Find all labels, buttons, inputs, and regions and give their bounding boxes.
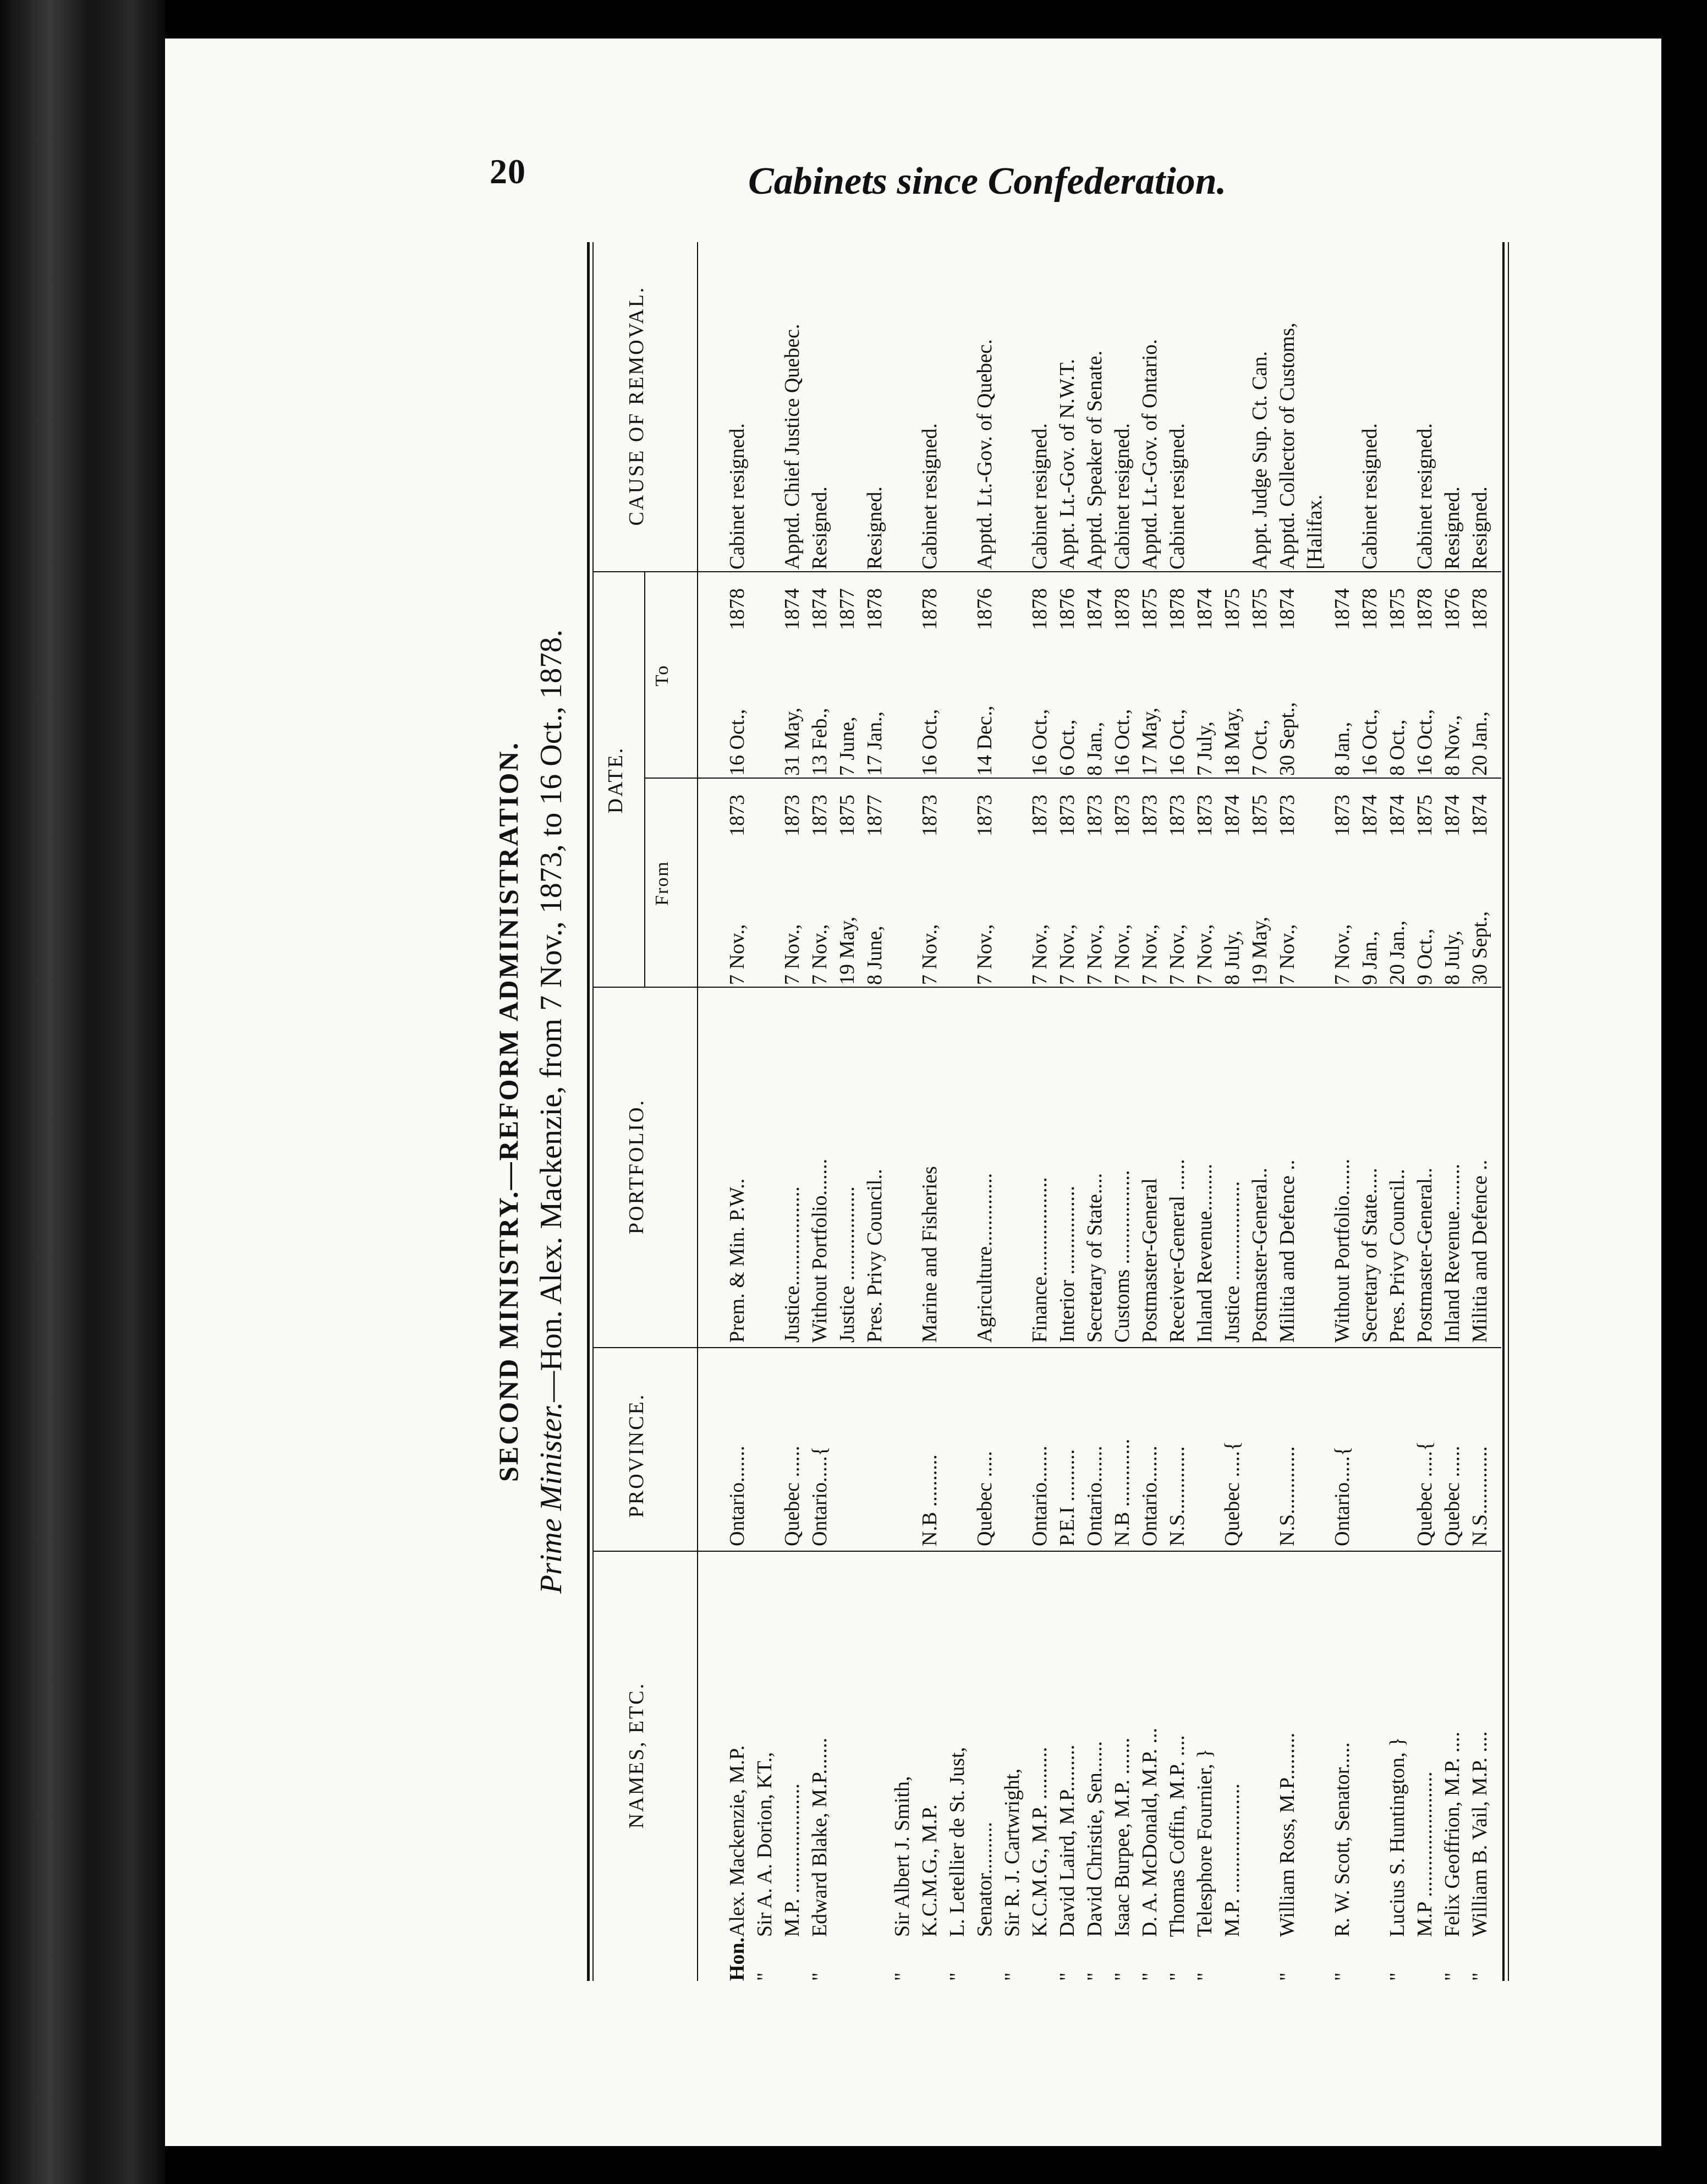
row-from-date: 8 July, [1441,930,1464,985]
row-portfolio: Postmaster-General [1138,1178,1161,1343]
row-to-date: 7 Oct., [1248,719,1271,776]
row-to-date: 7 June, [836,716,859,776]
row-name: Lucius S. Huntington, } [1386,1737,1409,1937]
row-to-year: 1876 [973,588,996,630]
row-prefix: Hon. [726,1937,749,1981]
row-from-year: 1873 [808,795,831,836]
table-row [943,242,971,1981]
row-from-date: 9 Jan., [1358,930,1381,985]
row-from-date: 20 Jan., [1386,920,1409,985]
row-province: P.E.I .......... [1056,1449,1079,1546]
row-prefix: " [1193,1972,1216,1981]
row-from-date: 19 May, [1248,916,1271,985]
row-cause: Resigned. [863,486,886,570]
row-from-year: 1873 [1276,795,1299,836]
row-from-date: 7 Nov., [1138,924,1161,985]
row-cause: Cabinet resigned. [1358,423,1381,570]
row-to-year: 1878 [1111,588,1134,630]
row-cause: Apptd. Chief Justice Quebec. [781,324,804,570]
row-prefix: " [946,1972,969,1981]
row-to-year: 1878 [918,588,941,630]
table-row [1136,242,1163,1981]
row-name: David Christie, Sen...... [1083,1741,1106,1937]
table-row [1108,242,1136,1981]
table-row [1081,242,1108,1981]
top-rule [587,242,590,1981]
row-to-date: 8 Jan., [1331,721,1354,776]
row-name: William Ross, M.P......... [1276,1732,1299,1937]
top-rule-thin [592,242,594,1981]
row-name: Isaac Burpee, M.P. ....... [1111,1738,1134,1937]
row-cause: Appt. Judge Sup. Ct. Can. [1248,351,1271,570]
row-cause: Cabinet resigned. [726,423,749,570]
row-prefix: " [891,1972,914,1981]
row-to-date: 16 Oct., [1413,709,1436,776]
row-portfolio: Inland Revenue......... [1441,1163,1464,1343]
row-prefix: " [808,1972,831,1981]
row-from-date: 7 Nov., [918,924,941,985]
table-row [833,242,861,1981]
row-from-year: 1873 [781,795,804,836]
table-row [1274,242,1301,1981]
row-prefix: " [1386,1972,1409,1981]
row-name: M.P. ..................... [781,1783,804,1937]
table-row [971,242,998,1981]
row-to-year: 1874 [1276,588,1299,630]
row-prefix: " [1441,1972,1464,1981]
table-row [888,242,916,1981]
row-province: Ontario....... [726,1446,749,1546]
row-cause: Cabinet resigned. [1413,423,1436,570]
row-to-date: 16 Oct., [918,709,941,776]
row-from-year: 1873 [726,795,749,836]
row-to-year: 1877 [836,588,859,630]
row-prefix: " [753,1972,776,1981]
row-province: N.S............. [1468,1446,1491,1546]
col-header-from: From [652,861,672,906]
row-name: Telesphore Fournier, } [1193,1748,1216,1937]
row-from-year: 1874 [1221,795,1244,836]
row-from-year: 1873 [1056,795,1079,836]
row-portfolio: Prem. & Min. P.W.. [726,1178,749,1343]
col-header-date: DATE. [604,746,627,814]
row-to-date: 18 May, [1221,707,1244,776]
col-header-cause: CAUSE OF REMOVAL. [625,286,648,526]
table-row [1191,242,1218,1981]
row-portfolio: Militia and Defence .. [1276,1159,1299,1343]
row-from-year: 1875 [1413,795,1436,836]
row-province: N.B ............. [1111,1438,1134,1546]
row-cause: Resigned. [1441,486,1464,570]
subheading-rest: —Hon. Alex. Mackenzie, from 7 Nov., 1873, to 16 Oct., 1878. [534,629,568,1402]
row-prefix: " [1166,1972,1189,1981]
row-province: Ontario.....{ [1331,1446,1354,1546]
header-rule [697,242,698,1981]
row-from-date: 7 Nov., [1083,924,1106,985]
row-portfolio: Inland Revenue......... [1193,1163,1216,1343]
table-row [1356,242,1384,1981]
col-header-province: PROVINCE. [625,1393,648,1518]
row-name: Sir Albert J. Smith, [891,1776,914,1937]
row-prefix: " [1111,1972,1134,1981]
row-portfolio: Justice ................... [1221,1181,1244,1343]
row-cause: Apptd. Lt.-Gov. of Ontario. [1138,339,1161,570]
row-name: Felix Geoffrion, M.P. .... [1441,1732,1464,1937]
row-to-date: 16 Oct., [1358,709,1381,776]
row-to-year: 1878 [726,588,749,630]
row-prefix: " [1083,1972,1106,1981]
col-header-to: To [652,664,672,687]
table-row [1026,242,1053,1981]
row-portfolio: Customs .................. [1111,1170,1134,1343]
row-from-year: 1875 [836,795,859,836]
col-header-portfolio: PORTFOLIO. [625,1098,648,1235]
row-from-year: 1874 [1358,795,1381,836]
book-gutter-shadow [0,0,165,2184]
row-province: Ontario....... [1138,1446,1161,1546]
row-name: L. Letellier de St. Just, [946,1747,969,1937]
row-from-date: 7 Nov., [1331,924,1354,985]
row-to-year: 1874 [781,588,804,630]
row-from-year: 1875 [1248,795,1271,836]
subheading-prefix: Prime Minister. [534,1402,568,1594]
row-prefix: " [1276,1972,1299,1981]
col-header-names: NAMES, ETC. [625,1682,648,1829]
row-name: M.P ........................ [1413,1771,1436,1937]
row-from-year: 1873 [1111,795,1134,836]
row-to-year: 1875 [1248,588,1271,630]
table-row [1218,242,1246,1981]
row-cause: Apptd. Collector of Customs, [1276,322,1299,570]
row-province: N.B .......... [918,1454,941,1546]
table-row [1439,242,1466,1981]
row-name: David Laird, M.P......... [1056,1744,1079,1937]
table-row [998,242,1026,1981]
row-to-date: 16 Oct., [1166,709,1189,776]
row-portfolio: Postmaster-General.. [1248,1168,1271,1343]
row-province: Quebec ...... [781,1446,804,1546]
row-from-date: 8 June, [863,926,886,985]
row-name: Sir R. J. Cartwright, [1001,1768,1024,1937]
row-to-year: 1878 [1468,588,1491,630]
row-to-year: 1878 [1166,588,1189,630]
row-portfolio: Marine and Fisheries [918,1166,941,1343]
running-title: Cabinets since Confederation. [748,160,1227,202]
row-from-year: 1873 [1028,795,1051,836]
row-from-date: 7 Nov., [1166,924,1189,985]
row-from-date: 7 Nov., [1276,924,1299,985]
row-province: Quebec .....{ [1221,1441,1244,1546]
row-to-year: 1874 [1331,588,1354,630]
row-cause: Apptd. Speaker of Senate. [1083,351,1106,570]
row-from-year: 1874 [1386,795,1409,836]
table-row [1384,242,1411,1981]
row-portfolio: Justice................... [781,1186,804,1343]
row-from-year: 1874 [1441,795,1464,836]
row-to-year: 1875 [1386,588,1409,630]
row-province: Ontario....... [1083,1446,1106,1546]
row-prefix: " [1331,1972,1354,1981]
row-to-date: 6 Oct., [1056,719,1079,776]
row-province: N.S............. [1166,1446,1189,1546]
row-to-date: 17 Jan., [863,711,886,776]
row-to-date: 7 July, [1193,721,1216,776]
row-to-date: 16 Oct., [726,709,749,776]
table-row [751,242,778,1981]
row-cause: Cabinet resigned. [1166,423,1189,570]
row-cause: Cabinet resigned. [1028,423,1051,570]
row-portfolio: Pres. Privy Council.. [1386,1169,1409,1343]
row-from-year: 1873 [973,795,996,836]
row-name: K.C.M.G., M.P. [918,1804,941,1937]
row-portfolio: Militia and Defence .. [1468,1159,1491,1343]
row-from-date: 30 Sept., [1468,911,1491,985]
rotated-table [481,242,1527,1981]
row-portfolio: Postmaster-General.. [1413,1168,1436,1343]
row-to-year: 1874 [1193,588,1216,630]
row-name: D. A. McDonald, M.P. ... [1138,1727,1161,1937]
row-prefix: " [1468,1972,1491,1981]
row-to-year: 1876 [1056,588,1079,630]
row-from-date: 19 May, [836,916,859,985]
row-to-date: 8 Jan., [1083,721,1106,776]
row-province: Quebec ..... [973,1450,996,1546]
row-to-year: 1878 [863,588,886,630]
row-from-year: 1877 [863,795,886,836]
row-to-date: 30 Sept., [1276,702,1299,776]
row-province: Quebec .....{ [1413,1441,1436,1546]
bottom-rule [1502,242,1505,1981]
row-to-date: 8 Oct., [1386,719,1409,776]
row-from-year: 1873 [1166,795,1189,836]
table-row [778,242,806,1981]
row-from-year: 1873 [1083,795,1106,836]
row-portfolio: Pres. Privy Council.. [863,1169,886,1343]
row-portfolio: Without Portfolio....... [1331,1158,1354,1343]
row-to-date: 16 Oct., [1028,709,1051,776]
row-to-date: 8 Nov., [1441,715,1464,776]
table-row [806,242,833,1981]
row-province: Ontario....... [1028,1446,1051,1546]
row-to-date: 13 Feb., [808,708,831,776]
row-from-year: 1873 [1193,795,1216,836]
row-portfolio: Agriculture.............. [973,1173,996,1343]
row-cause: Appt. Lt.-Gov. of N.W.T. [1056,359,1079,570]
table-row [1301,242,1329,1981]
row-name: R. W. Scott, Senator..... [1331,1742,1354,1937]
row-to-year: 1876 [1441,588,1464,630]
row-name: Edward Blake, M.P....... [808,1737,831,1937]
table-row [1053,242,1081,1981]
row-cause: Apptd. Lt.-Gov. of Quebec. [973,339,996,570]
table-row [916,242,943,1981]
row-from-date: 7 Nov., [1111,924,1134,985]
row-to-year: 1878 [1358,588,1381,630]
table-row [1329,242,1356,1981]
row-portfolio: Justice .................. [836,1186,859,1343]
row-prefix: " [1056,1972,1079,1981]
row-to-year: 1875 [1138,588,1161,630]
date-sub-rule [644,572,645,988]
row-to-date: 14 Dec., [973,705,996,776]
table-subheading [534,242,569,1981]
row-cause: Resigned. [808,486,831,570]
table-row [1246,242,1274,1981]
row-province: Quebec ...... [1441,1446,1464,1546]
scan-border [1661,0,1707,2184]
table-row [1163,242,1191,1981]
row-name: Senator.......... [973,1822,996,1937]
row-from-date: 7 Nov., [1028,924,1051,985]
row-to-date: 20 Jan., [1468,711,1491,776]
row-from-date: 7 Nov., [726,924,749,985]
row-name: Alex. Mackenzie, M.P. [726,1745,749,1937]
table-row [1466,242,1494,1981]
row-from-date: 7 Nov., [808,924,831,985]
row-portfolio: Finance................... [1028,1177,1051,1343]
row-to-date: 31 May, [781,707,804,776]
row-cause: Cabinet resigned. [918,423,941,570]
row-portfolio: Secretary of State..... [1358,1168,1381,1343]
page-number: 20 [490,152,526,191]
row-name: K.C.M.G., M.P. .......... [1028,1747,1051,1937]
row-name: M.P. ..................... [1221,1783,1244,1937]
row-from-year: 1873 [918,795,941,836]
bottom-rule-thin [1508,242,1509,1981]
row-to-date: 17 May, [1138,707,1161,776]
row-cause: [Halifax. [1303,494,1326,570]
row-from-date: 7 Nov., [1193,924,1216,985]
row-portfolio: Secretary of State.... [1083,1173,1106,1343]
row-to-year: 1874 [808,588,831,630]
table-row [1411,242,1439,1981]
row-prefix: " [1001,1972,1024,1981]
row-from-year: 1873 [1138,795,1161,836]
row-prefix: " [1138,1972,1161,1981]
row-province: Ontario.....{ [808,1446,831,1546]
row-name: William B. Vail, M.P. .... [1468,1731,1491,1937]
table-heading: SECOND MINISTRY.—REFORM ADMINISTRATION. [493,741,524,1482]
table-row [861,242,888,1981]
row-from-date: 8 July, [1221,930,1244,985]
row-from-date: 7 Nov., [973,924,996,985]
row-cause: Cabinet resigned. [1111,423,1134,570]
row-from-date: 9 Oct., [1413,928,1436,985]
row-from-year: 1874 [1468,795,1491,836]
row-from-date: 7 Nov., [781,924,804,985]
row-portfolio: Interior ................. [1056,1186,1079,1343]
row-cause: Resigned. [1468,486,1491,570]
row-name: Thomas Coffin, M.P. .... [1166,1735,1189,1937]
row-portfolio: Without Portfolio....... [808,1158,831,1343]
row-to-year: 1878 [1028,588,1051,630]
row-to-date: 16 Oct., [1111,709,1134,776]
table-row [723,242,751,1981]
row-from-date: 7 Nov., [1056,924,1079,985]
row-name: Sir A. A. Dorion, KT., [753,1751,776,1937]
row-to-year: 1874 [1083,588,1106,630]
row-to-year: 1878 [1413,588,1436,630]
row-to-year: 1875 [1221,588,1244,630]
row-province: N.S............. [1276,1446,1299,1546]
row-from-year: 1873 [1331,795,1354,836]
row-portfolio: Receiver-General ...... [1166,1159,1189,1343]
